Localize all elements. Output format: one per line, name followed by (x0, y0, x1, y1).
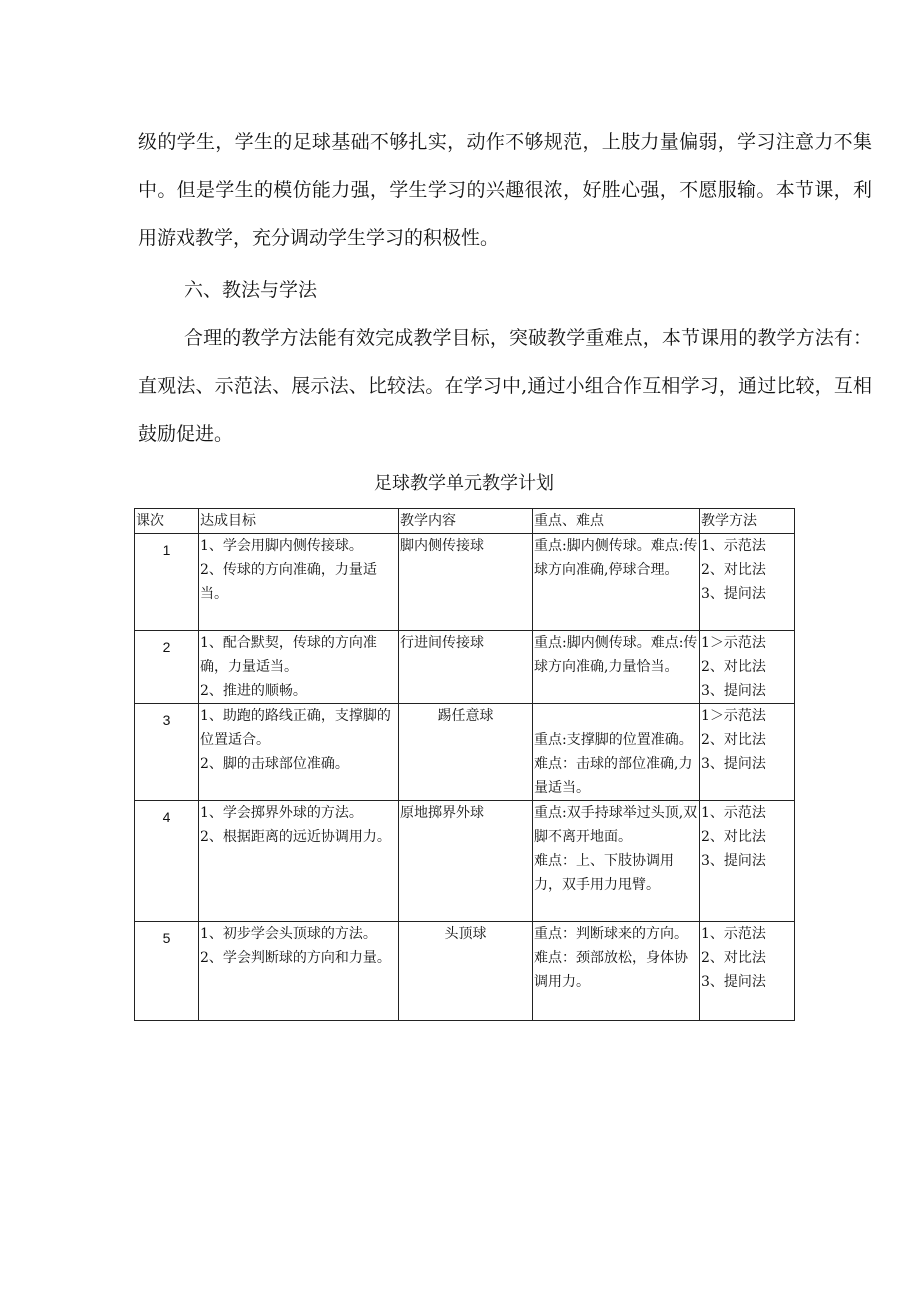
key-points-cell (533, 922, 700, 1021)
method-line: 2、对比法 (701, 829, 766, 845)
lesson-number: 1 (135, 534, 199, 631)
goal-cell (199, 704, 399, 801)
method-line: 2、对比法 (701, 950, 766, 966)
key-line: 难点：击球的部位准确,力量适当。 (534, 756, 693, 796)
goal-line: 1、初步学会头顶球的方法。 (200, 926, 377, 942)
method-line: 2、对比法 (701, 659, 766, 675)
method-line: 3、提问法 (701, 683, 766, 699)
key-line: 难点：颈部放松，身体协调用力。 (534, 950, 688, 990)
key-line: 重点：判断球来的方向。 (534, 926, 688, 942)
key-points-cell (533, 534, 700, 631)
body-paragraph-1: 级的学生，学生的足球基础不够扎实，动作不够规范，上肢力量偏弱，学习注意力不集中。但是学生的模仿能力强，学生学习的兴趣很浓，好胜心强，不愿服输。本节课，利用游戏教学，充分调动学生学习的积极性。 (138, 131, 872, 249)
goal-line: 2、脚的击球部位准确。 (200, 756, 349, 772)
lesson-number: 5 (135, 922, 199, 1021)
key-line: 重点:支撑脚的位置准确。 (534, 732, 693, 748)
goal-line: 2、传球的方向准确，力量适当。 (200, 562, 377, 602)
method-line: 1、示范法 (701, 805, 766, 821)
goal-line: 1、学会用脚内侧传接球。 (200, 538, 363, 554)
header-lesson: 课次 (135, 509, 199, 534)
body-paragraph-2: 合理的教学方法能有效完成教学目标，突破教学重难点，本节课用的教学方法有：直观法、示范法、展示法、比较法。在学习中,通过小组合作互相学习，通过比较，互相鼓励促进。 (138, 327, 872, 445)
table-title: 足球教学单元教学计划 (374, 473, 554, 494)
goal-line: 1、助跑的路线正确，支撑脚的位置适合。 (200, 708, 391, 748)
method-cell (700, 534, 795, 631)
key-line: 重点:双手持球举过头顶,双脚不离开地面。 (534, 805, 698, 845)
method-line: 1、示范法 (701, 538, 766, 554)
section-heading: 六、教法与学法 (184, 279, 318, 301)
table-row (135, 922, 795, 1021)
content-cell: 行进间传接球 (399, 631, 533, 704)
goal-line: 2、学会判断球的方向和力量。 (200, 950, 391, 966)
goal-line: 1、配合默契，传球的方向准确，力量适当。 (200, 635, 377, 675)
lesson-number: 2 (135, 631, 199, 704)
goal-cell (199, 922, 399, 1021)
content-cell: 头顶球 (399, 922, 533, 1021)
table-row (135, 534, 795, 631)
key-points-cell (533, 631, 700, 704)
lesson-number: 4 (135, 801, 199, 922)
method-line: 3、提问法 (701, 756, 766, 772)
method-line: 2、对比法 (701, 562, 766, 578)
goal-line: 2、根据距离的远近协调用力。 (200, 829, 391, 845)
key-line: 重点:脚内侧传球。难点:传球方向准确,力量恰当。 (534, 635, 698, 675)
header-content: 教学内容 (399, 509, 533, 534)
table-row (135, 704, 795, 801)
method-line: 1＞示范法 (701, 708, 766, 724)
goal-line: 2、推进的顺畅。 (200, 683, 307, 699)
content-cell: 原地掷界外球 (399, 801, 533, 922)
table-header-row (135, 509, 795, 534)
method-line: 1＞示范法 (701, 635, 766, 651)
method-cell (700, 631, 795, 704)
goal-cell (199, 631, 399, 704)
header-key-points: 重点、难点 (533, 509, 700, 534)
lesson-number: 3 (135, 704, 199, 801)
key-line: 重点:脚内侧传球。难点:传球方向准确,停球合理。 (534, 538, 698, 578)
key-points-cell (533, 801, 700, 922)
goal-line: 1、学会掷界外球的方法。 (200, 805, 363, 821)
content-cell: 脚内侧传接球 (399, 534, 533, 631)
goal-cell (199, 801, 399, 922)
method-cell (700, 801, 795, 922)
method-cell (700, 922, 795, 1021)
table-row (135, 631, 795, 704)
key-line: 难点：上、下肢协调用力，双手用力甩臂。 (534, 853, 674, 893)
method-line: 1、示范法 (701, 926, 766, 942)
header-method: 教学方法 (700, 509, 795, 534)
method-line: 3、提问法 (701, 853, 766, 869)
teaching-plan-table (134, 508, 795, 1021)
table-row (135, 801, 795, 922)
method-line: 3、提问法 (701, 586, 766, 602)
method-line: 3、提问法 (701, 974, 766, 990)
content-cell: 踢任意球 (399, 704, 533, 801)
method-cell (700, 704, 795, 801)
key-points-cell (533, 704, 700, 801)
header-goal: 达成目标 (199, 509, 399, 534)
goal-cell (199, 534, 399, 631)
method-line: 2、对比法 (701, 732, 766, 748)
